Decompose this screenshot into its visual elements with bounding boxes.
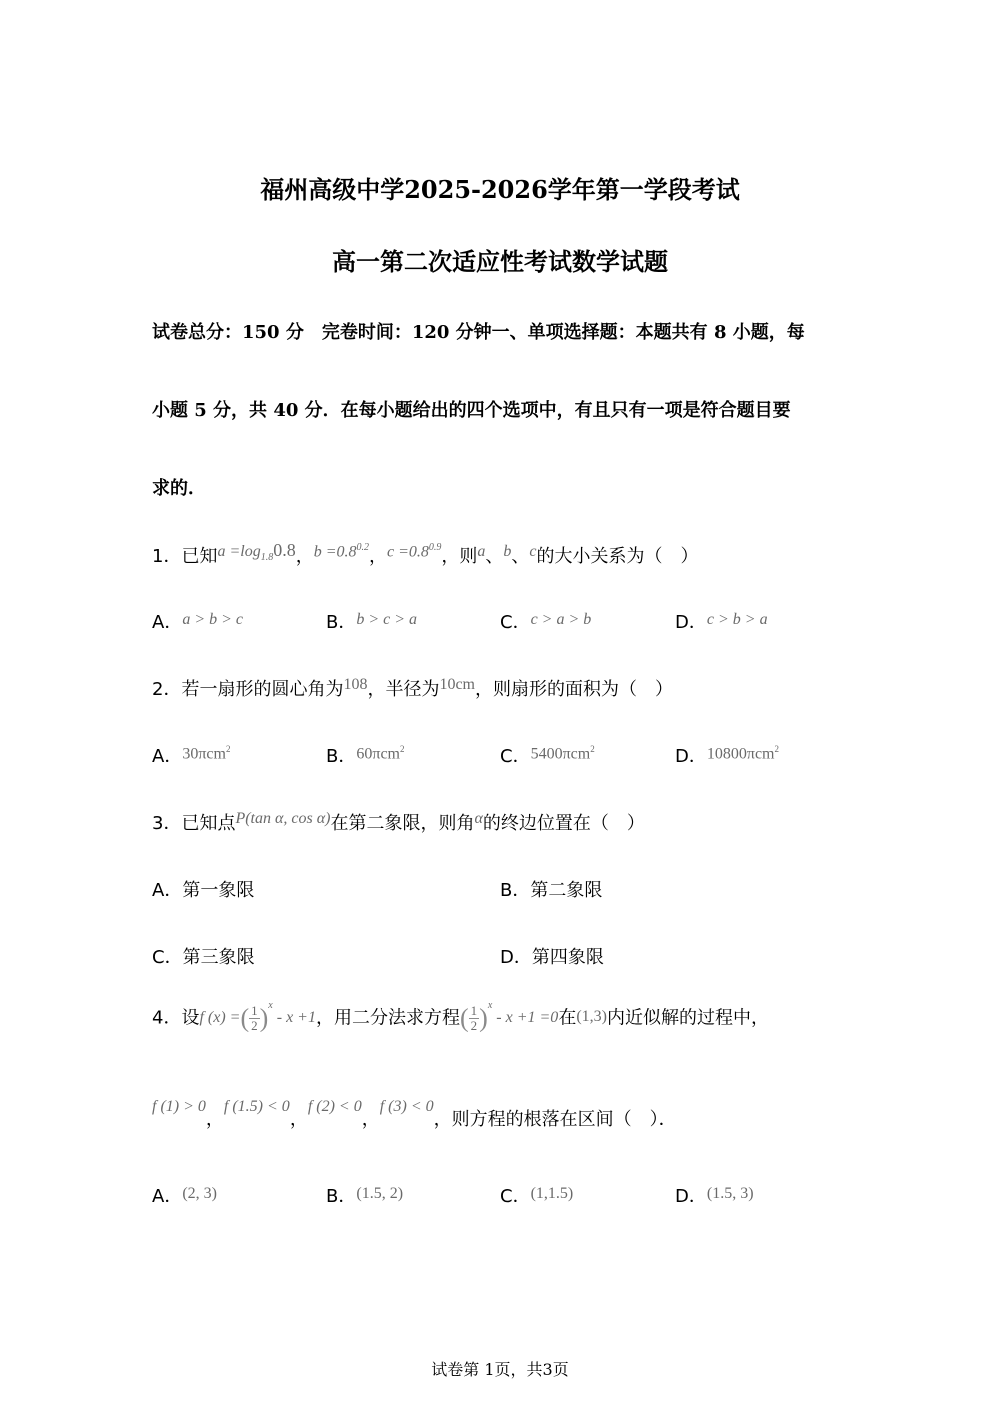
q4-comma: ， [205, 1109, 224, 1130]
q1-option-b[interactable]: B．b > c > a [326, 611, 418, 633]
question-3-stem [152, 809, 645, 835]
q4-value: f (3) < 0 [379, 1098, 434, 1115]
page-footer: 试卷第 1页，共3页 [431, 1360, 569, 1379]
q4-option-b[interactable]: B．(1.5, 2) [326, 1185, 404, 1207]
q2-option-c[interactable]: C．5400πcm$^2$ [500, 743, 595, 767]
q2-option-b[interactable]: B．60πcm$^2$ [326, 743, 405, 767]
q4-equation: ( $\frac{1}{2}$ )$^x$ - x +1 =0 [459, 1000, 559, 1033]
q1-number: 1．已知 [152, 546, 218, 567]
q1-var-c: c [529, 543, 537, 560]
q4-text: 在 [558, 1007, 577, 1029]
q4-comma: ， [361, 1109, 380, 1130]
q3-option-d[interactable]: D．第四象限 [500, 947, 604, 968]
q3-alpha: α [474, 810, 483, 827]
q1-sep: ， [369, 546, 387, 567]
exam-title: 福州高级中学2025-2026学年第一学段考试 [260, 175, 740, 204]
info-line-1: 试卷总分：150 分 完卷时间：120 分钟一、单项选择题：本题共有 8 小题，每 [152, 322, 805, 343]
q4-values-line [152, 1098, 677, 1144]
q2-radius: 10cm [439, 676, 475, 693]
q1-option-d[interactable]: D．c > b > a [675, 611, 768, 633]
q1-option-c[interactable]: C．c > a > b [500, 611, 592, 633]
question-1-stem [152, 540, 699, 568]
q2-angle: 108 [343, 676, 368, 693]
q1-b-expression: $b =0.8^{0.2}$ [313, 541, 369, 560]
q4-value: f (1) > 0 [152, 1098, 206, 1115]
q1-var-a: a [477, 543, 486, 560]
q4-value: f (2) < 0 [307, 1098, 362, 1115]
q4-value: f (1.5) < 0 [223, 1098, 290, 1115]
exam-subtitle: 高一第二次适应性考试数学试题 [332, 247, 668, 276]
q1-text: 的大小关系为（ ） [536, 546, 699, 567]
q1-dun: 、 [485, 546, 504, 567]
q4-interval: (1,3) [576, 1007, 607, 1025]
q2-text: ，半径为 [367, 679, 440, 700]
q2-option-d[interactable]: D．10800πcm$^2$ [675, 743, 779, 767]
q1-c-expression: $c =0.8^{0.9}$ [387, 541, 442, 560]
q4-function-def: f (x) =( $\frac{1}{2}$ )$^x$ - x +1 [199, 1000, 316, 1033]
q4-comma: ， [289, 1109, 308, 1130]
question-4-stem [152, 1000, 769, 1050]
q4-option-c[interactable]: C．(1,1.5) [500, 1185, 574, 1207]
q1-var-b: b [503, 543, 512, 560]
q1-a-expression: $a =\log_{1.8}0.8$ [217, 540, 296, 564]
q3-option-b[interactable]: B．第二象限 [500, 880, 603, 901]
q4-text: ，则方程的根落在区间（ ）． [433, 1109, 677, 1130]
q4-option-d[interactable]: D．(1.5, 3) [675, 1185, 754, 1207]
q2-text: 2．若一扇形的圆心角为 [152, 679, 344, 700]
question-2-stem [152, 675, 673, 701]
q1-text: ，则 [441, 546, 478, 567]
q3-point: P(tan α, cos α) [235, 810, 331, 827]
q3-text: 在第二象限，则角 [330, 813, 475, 834]
q3-option-c[interactable]: C．第三象限 [152, 947, 255, 968]
q2-option-a[interactable]: A．30πcm$^2$ [152, 743, 231, 767]
info-line-2: 小题 5 分，共 40 分．在每小题给出的四个选项中，有且只有一项是符合题目要 [152, 400, 791, 421]
q3-text: 的终边位置在（ ） [482, 813, 645, 834]
q3-option-a[interactable]: A．第一象限 [152, 880, 255, 901]
q1-sep: ， [295, 546, 314, 567]
q1-dun: 、 [511, 546, 530, 567]
q4-text: ，用二分法求方程 [315, 1007, 460, 1029]
q4-option-a[interactable]: A．(2, 3) [152, 1185, 217, 1207]
q2-text: ，则扇形的面积为（ ） [475, 679, 673, 700]
q4-text: 内近似解的过程中， [606, 1007, 769, 1029]
q1-option-a[interactable]: A．a > b > c [152, 611, 244, 633]
q3-text: 3．已知点 [152, 813, 236, 834]
info-line-3: 求的． [152, 478, 206, 499]
q4-text: 4．设 [152, 1007, 200, 1029]
